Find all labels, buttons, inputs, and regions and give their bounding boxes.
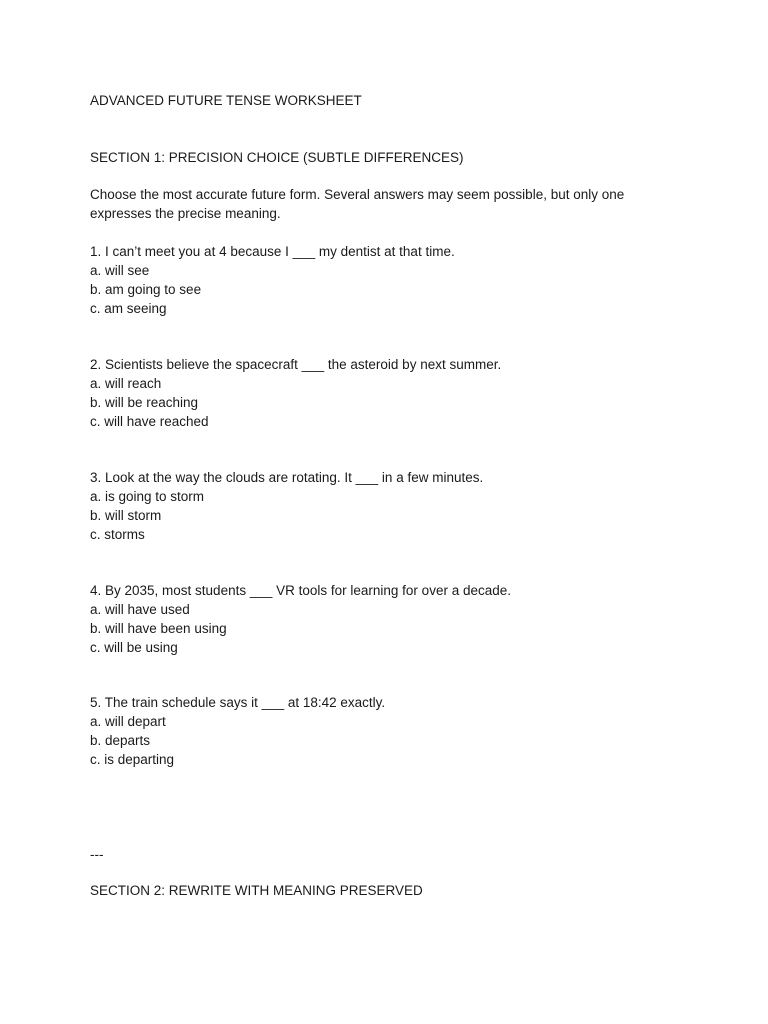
question-5-prompt: 5. The train schedule says it ___ at 18:42 exactly. xyxy=(90,695,386,710)
question-4-option-c: c. will be using xyxy=(90,640,178,655)
question-1-prompt: 1. I can’t meet you at 4 because I ___ my dentist at that time. xyxy=(90,244,455,259)
instructions-line-2: expresses the precise meaning. xyxy=(90,206,281,221)
question-1-option-a: a. will see xyxy=(90,263,150,278)
section-separator: --- xyxy=(90,847,104,862)
question-3-option-c: c. storms xyxy=(90,527,145,542)
question-2-option-a: a. will reach xyxy=(90,376,162,391)
section-1-heading: SECTION 1: PRECISION CHOICE (SUBTLE DIFFERENCES) xyxy=(90,150,464,165)
question-3-option-b: b. will storm xyxy=(90,508,162,523)
question-1-option-c: c. am seeing xyxy=(90,301,167,316)
question-4-prompt: 4. By 2035, most students ___ VR tools for learning for over a decade. xyxy=(90,583,511,598)
question-4-option-b: b. will have been using xyxy=(90,621,227,636)
worksheet-title: ADVANCED FUTURE TENSE WORKSHEET xyxy=(90,93,362,108)
question-2-prompt: 2. Scientists believe the spacecraft ___ the asteroid by next summer. xyxy=(90,357,502,372)
question-2-option-b: b. will be reaching xyxy=(90,395,199,410)
question-5-option-a: a. will depart xyxy=(90,714,166,729)
question-3-prompt: 3. Look at the way the clouds are rotating. It ___ in a few minutes. xyxy=(90,470,484,485)
question-5-option-c: c. is departing xyxy=(90,752,175,767)
question-5-option-b: b. departs xyxy=(90,733,151,748)
question-1-option-b: b. am going to see xyxy=(90,282,202,297)
instructions-line-1: Choose the most accurate future form. Several answers may seem possible, but only one xyxy=(90,187,625,202)
question-3-option-a: a. is going to storm xyxy=(90,489,205,504)
question-2-option-c: c. will have reached xyxy=(90,414,209,429)
section-2-heading: SECTION 2: REWRITE WITH MEANING PRESERVED xyxy=(90,883,423,898)
question-4-option-a: a. will have used xyxy=(90,602,190,617)
